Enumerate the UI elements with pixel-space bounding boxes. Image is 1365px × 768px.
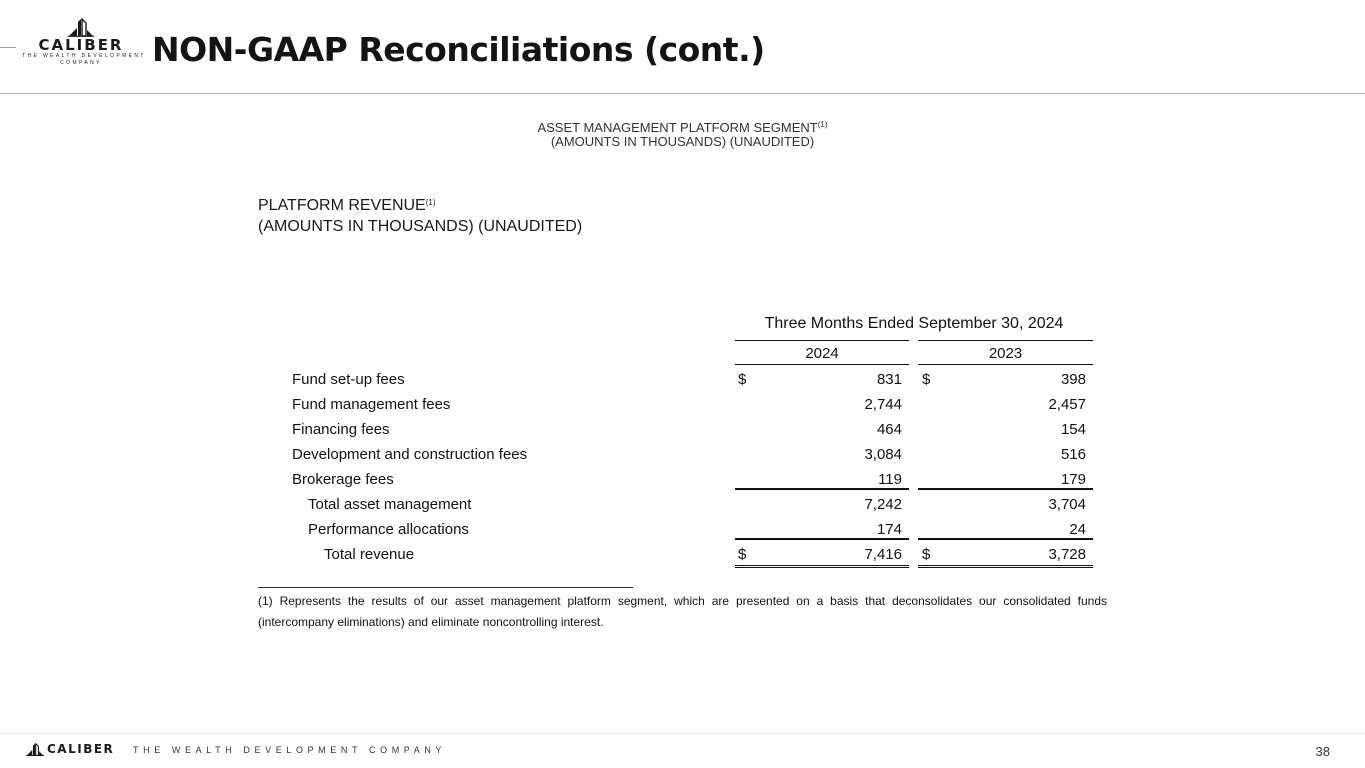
table-row xyxy=(0,392,1365,417)
footer-logo xyxy=(26,742,114,756)
period-header: Three Months Ended September 30, 2024 xyxy=(764,315,1064,332)
value-2024: 7,416 xyxy=(864,546,902,563)
value-2024: 119 xyxy=(878,471,902,488)
value-2023: 24 xyxy=(1069,521,1086,538)
currency-symbol: $ xyxy=(738,371,747,388)
footnote-divider xyxy=(258,587,633,588)
platform-heading-text: PLATFORM REVENUE xyxy=(258,197,426,214)
value-2024: 7,242 xyxy=(864,496,902,513)
platform-heading-line1 xyxy=(258,193,436,216)
value-2023: 3,704 xyxy=(1048,496,1086,513)
row-label: Performance allocations xyxy=(308,521,469,538)
footnote: (1) Represents the results of our asset management platform segment, which are presented on a basis that deconsolidates our consolidated funds (intercompany eliminations) and eliminate noncontrolling interest. xyxy=(258,594,1107,629)
period-rule-2024 xyxy=(735,340,909,341)
value-2023: 516 xyxy=(1060,446,1086,463)
footer-building-icon xyxy=(26,743,44,756)
footer-tagline: THE WEALTH DEVELOPMENT COMPANY xyxy=(133,745,447,755)
column-header-2024: 2024 xyxy=(805,345,839,362)
column-header-2023: 2023 xyxy=(988,345,1023,362)
row-label: Total asset management xyxy=(308,496,472,513)
currency-symbol: $ xyxy=(738,546,747,563)
row-label: Fund set-up fees xyxy=(292,371,405,388)
table-row xyxy=(0,467,1365,492)
table-row xyxy=(0,542,1365,567)
row-label: Brokerage fees xyxy=(292,471,394,488)
value-2024: 2,744 xyxy=(864,396,902,413)
currency-symbol: $ xyxy=(922,371,931,388)
segment-heading-text: ASSET MANAGEMENT PLATFORM SEGMENT xyxy=(537,120,818,135)
value-2024: 174 xyxy=(876,521,902,538)
segment-heading-note-ref: (1) xyxy=(817,120,828,129)
subtotal-rule-2023 xyxy=(918,488,1093,490)
table-row xyxy=(0,417,1365,442)
value-2024: 464 xyxy=(876,421,902,438)
column-header-rule-2023 xyxy=(918,364,1093,365)
page-number: 38 xyxy=(1315,744,1330,759)
row-label: Fund management fees xyxy=(292,396,451,413)
row-label: Financing fees xyxy=(292,421,390,438)
value-2023: 3,728 xyxy=(1048,546,1086,563)
footer-wordmark: CALIBER xyxy=(47,742,115,756)
platform-heading-note-ref: (1) xyxy=(425,198,436,207)
total-double-rule-2023 xyxy=(918,565,1093,568)
header-divider xyxy=(0,93,1365,94)
currency-symbol: $ xyxy=(922,546,931,563)
value-2023: 179 xyxy=(1060,471,1086,488)
row-label: Development and construction fees xyxy=(292,446,528,463)
table-row xyxy=(0,492,1365,517)
total-top-rule-2023 xyxy=(918,538,1093,540)
logo-wordmark: CALIBER xyxy=(38,36,124,54)
row-label: Total revenue xyxy=(324,546,415,563)
value-2024: 3,084 xyxy=(864,446,902,463)
table-row xyxy=(0,367,1365,392)
caliber-logo xyxy=(22,18,146,74)
platform-heading-line2: (AMOUNTS IN THOUSANDS) (UNAUDITED) xyxy=(258,218,583,235)
value-2023: 2,457 xyxy=(1048,396,1086,413)
table-row xyxy=(0,442,1365,467)
subtotal-rule-2024 xyxy=(735,488,909,490)
table-row xyxy=(0,517,1365,542)
header-accent-tick xyxy=(0,47,16,48)
column-header-rule-2024 xyxy=(735,364,909,365)
page-title: NON-GAAP Reconciliations (cont.) xyxy=(152,30,765,69)
logo-tagline-line2: COMPANY xyxy=(60,60,102,66)
logo-tagline-line1: THE WEALTH DEVELOPMENT xyxy=(22,53,146,59)
value-2023: 154 xyxy=(1060,421,1086,438)
value-2023: 398 xyxy=(1060,371,1086,388)
footer-divider xyxy=(0,733,1365,734)
total-top-rule-2024 xyxy=(735,538,909,540)
segment-heading-line2: (AMOUNTS IN THOUSANDS) (UNAUDITED) xyxy=(550,134,815,149)
total-double-rule-2024 xyxy=(735,565,909,568)
caliber-building-icon xyxy=(68,18,94,37)
period-rule-2023 xyxy=(918,340,1093,341)
value-2024: 831 xyxy=(876,371,902,388)
